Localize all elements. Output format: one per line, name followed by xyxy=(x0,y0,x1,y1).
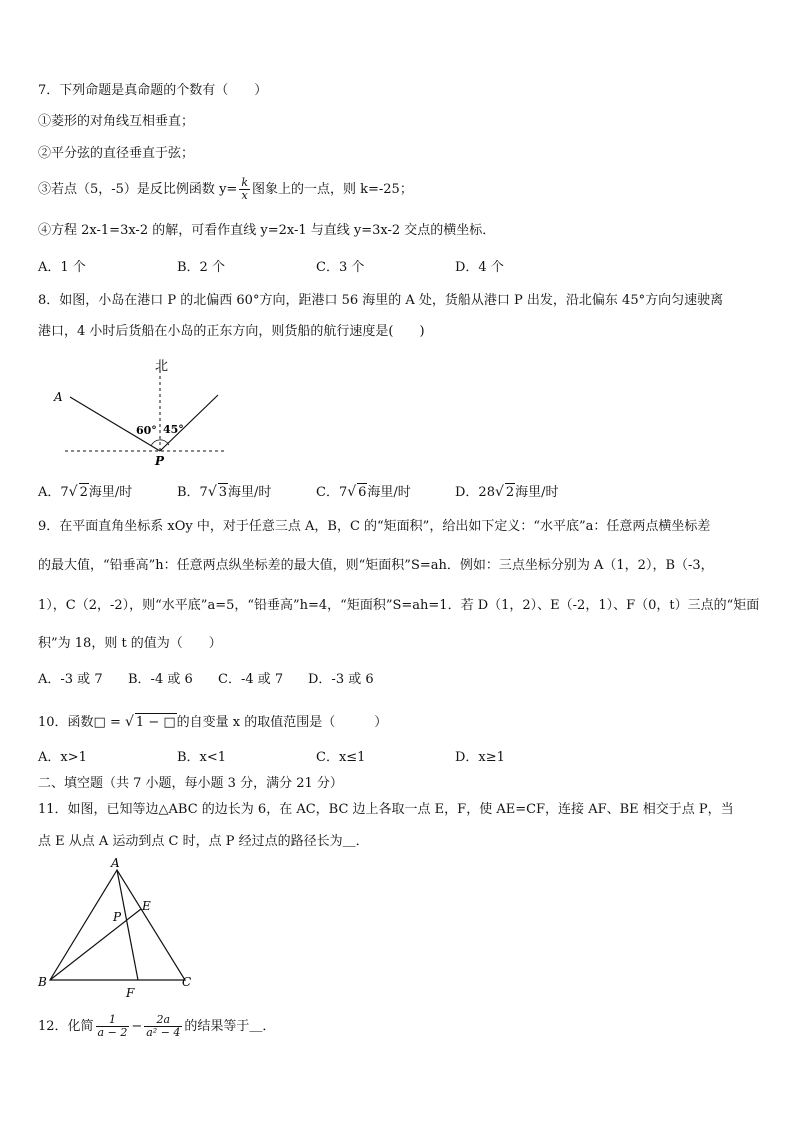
q8-option-c-coef: C．7 xyxy=(316,485,348,500)
q12-minus: − xyxy=(131,1019,143,1034)
q8-option-a: A．7√ 2海里/时 xyxy=(38,484,133,500)
q7-prop-2: ②平分弦的直径垂直于弦； xyxy=(38,146,195,161)
vertex-b-label: B xyxy=(38,975,47,989)
q8-option-c-radicand: 6 xyxy=(358,485,367,500)
q9-option-b: B．-4 或 6 xyxy=(128,672,193,687)
q8-option-a-unit: 海里/时 xyxy=(88,485,133,500)
q7-option-b: B．2 个 xyxy=(177,260,225,275)
q7-fraction xyxy=(239,177,250,202)
q11-line-1: 11．如图，已知等边△ABC 的边长为 6，在 AC，BC 边上各取一点 E，F，使 AE=CF，连接 AF、BE 相交于点 P，当 xyxy=(38,802,734,817)
q9-option-a: A．-3 或 7 xyxy=(38,672,103,687)
q7-stem: 7．下列命题是真命题的个数有（ ） xyxy=(38,83,268,98)
q7-fraction-den: x xyxy=(241,189,248,202)
segment-be xyxy=(50,909,141,980)
q10-pre: 10．函数 xyxy=(38,715,94,730)
q10-option-c: C．x≤1 xyxy=(316,750,366,765)
q12-stem xyxy=(38,1012,275,1042)
q10-radicand: 1 − □ xyxy=(135,715,176,730)
q12-pre: 12．化简 xyxy=(38,1019,94,1034)
q7-prop-3-pre: ③若点（5，-5）是反比例函数 y= xyxy=(38,182,238,197)
q11-line-2: 点 E 从点 A 运动到点 C 时，点 P 经过点的路径长为＿． xyxy=(38,834,369,849)
q7-option-c: C．3 个 xyxy=(316,260,365,275)
q8-option-a-coef: A．7 xyxy=(38,485,69,500)
q9-line-1: 9．在平面直角坐标系 xOy 中，对于任意三点 A，B，C 的“矩面积”，给出如下定义：“水平底”a：任意两点横坐标差 xyxy=(38,519,711,534)
q8-line-2: 港口，4 小时后货船在小岛的正东方向，则货船的航行速度是( ) xyxy=(38,324,425,339)
q8-option-b-unit: 海里/时 xyxy=(228,485,272,500)
q8-option-a-radicand: 2 xyxy=(79,485,88,500)
q7-fraction-num: k xyxy=(241,176,248,189)
q9-line-4: 积”为 18，则 t 的值为（ ） xyxy=(38,636,222,651)
q8-option-c-unit: 海里/时 xyxy=(367,485,411,500)
section-2-heading: 二、填空题（共 7 小题，每小题 3 分，满分 21 分） xyxy=(38,776,343,791)
q8-option-b: B．7√ 3海里/时 xyxy=(177,484,272,500)
q7-prop-4: ④方程 2x-1=3x-2 的解，可看作直线 y=2x-1 与直线 y=3x-2 交点的横坐标． xyxy=(38,223,496,238)
q11-figure xyxy=(35,855,200,1000)
point-e-label: E xyxy=(142,899,151,913)
q9-line-2: 的最大值，“铅垂高”h：任意两点纵坐标差的最大值，则“矩面积”S=ah．例如：三点坐标分别为 A（1，2），B（-3， xyxy=(38,558,714,573)
point-a-label: A xyxy=(54,390,63,404)
point-p-label: P xyxy=(155,454,165,468)
angle-60-label: 60° xyxy=(136,424,157,437)
q8-figure xyxy=(45,355,245,470)
vertex-a-label: A xyxy=(111,856,120,870)
q12-fraction-2 xyxy=(144,1014,182,1039)
q12-fraction-2-num: 2a xyxy=(144,1014,182,1027)
north-label: 北 xyxy=(155,359,169,374)
vertex-c-label: C xyxy=(182,975,192,989)
q7-prop-3-post: 图象上的一点，则 k=-25； xyxy=(251,182,413,197)
q8-option-d-unit: 海里/时 xyxy=(515,485,559,500)
q8-line-1: 8．如图，小岛在港口 P 的北偏西 60°方向，距港口 56 海里的 A 处，货船从港口 P 出发，沿北偏东 45°方向匀速驶离 xyxy=(38,293,724,308)
q7-prop-1: ①菱形的对角线互相垂直； xyxy=(38,114,195,129)
q7-option-a: A．1 个 xyxy=(38,260,86,275)
q10-option-a: A．x>1 xyxy=(38,750,87,765)
q8-option-b-radicand: 3 xyxy=(218,485,228,500)
q10-option-d: D．x≥1 xyxy=(455,750,505,765)
q8-option-b-coef: B．7 xyxy=(177,485,208,500)
q10-stem: 10．函数□ = √ 1 − □的自变量 x 的取值范围是（ ） xyxy=(38,714,388,730)
point-f-label: F xyxy=(126,986,135,1000)
q12-post: 的结果等于＿． xyxy=(184,1019,276,1034)
q9-option-c: C．-4 或 7 xyxy=(218,672,284,687)
q7-prop-3 xyxy=(38,177,413,202)
q10-option-b: B．x<1 xyxy=(177,750,227,765)
q9-line-3: 1），C（2，-2），则“水平底”a=5，“铅垂高”h=4，“矩面积”S=ah=1．若 D（1，2）、E（-2，1）、F（0，t）三点的“矩面 xyxy=(38,598,760,613)
q12-fraction-1 xyxy=(96,1014,130,1039)
point-p-label: P xyxy=(113,910,122,924)
q8-option-c: C．7√ 6海里/时 xyxy=(316,484,411,500)
q12-fraction-1-den: a − 2 xyxy=(97,1026,128,1039)
q8-option-d-coef: D．28 xyxy=(455,485,495,500)
q10-post: 的自变量 x 的取值范围是（ ） xyxy=(176,715,388,730)
q8-option-d: D．28√ 2海里/时 xyxy=(455,484,559,500)
q9-option-d: D．-3 或 6 xyxy=(308,672,374,687)
q10-expr-left: □ = xyxy=(93,715,125,730)
q7-option-d: D．4 个 xyxy=(455,260,504,275)
angle-45-label: 45° xyxy=(163,423,184,436)
q12-fraction-2-den: a² − 4 xyxy=(146,1026,181,1039)
q8-option-d-radicand: 2 xyxy=(505,485,515,500)
q12-fraction-1-num: 1 xyxy=(96,1014,130,1027)
